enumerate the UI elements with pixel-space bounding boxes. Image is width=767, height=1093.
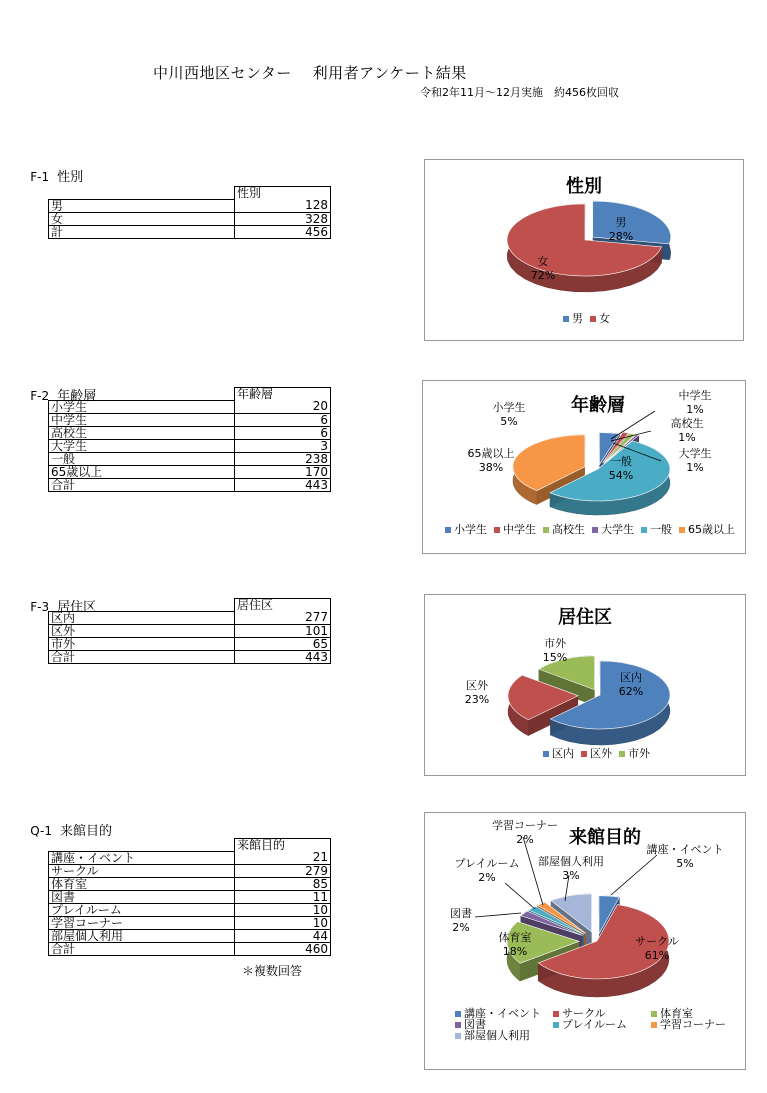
data-label-category: 講座・イベント [646, 843, 724, 856]
age-chart [422, 380, 746, 554]
chart-title: 年齢層 [571, 395, 625, 416]
row-label: 女 [49, 212, 235, 225]
column-header: 性別 [235, 187, 331, 200]
row-value: 456 [235, 225, 331, 238]
legend-label: 体育室 [660, 1007, 693, 1020]
data-label-percent: 23% [464, 693, 490, 706]
legend-swatch [455, 1011, 461, 1017]
legend-swatch [553, 1022, 559, 1028]
row-value: 279 [235, 864, 331, 877]
row-value: 10 [235, 916, 331, 929]
purpose-table [48, 838, 331, 956]
legend-swatch [651, 1011, 657, 1017]
residence-chart [424, 594, 746, 776]
data-label-category: 男 [615, 216, 627, 229]
data-label-percent: 62% [618, 685, 644, 698]
row-value: 65 [235, 637, 331, 650]
legend-label: 区内 [552, 747, 574, 760]
legend-swatch [494, 527, 500, 533]
data-label-category: 部屋個人利用 [538, 855, 604, 868]
row-value: 277 [235, 611, 331, 624]
legend-label: 女 [599, 312, 610, 325]
data-label-percent: 2% [452, 921, 470, 934]
legend-swatch [445, 527, 451, 533]
legend-label: サークル [562, 1007, 606, 1020]
row-value: 460 [235, 942, 331, 955]
row-value: 6 [235, 413, 331, 426]
age-pie-svg [423, 381, 745, 553]
data-label-category: 区内 [620, 671, 642, 684]
legend-swatch [455, 1022, 461, 1028]
legend-label: プレイルーム [562, 1018, 628, 1031]
legend-swatch [581, 751, 587, 757]
row-label: 計 [49, 225, 235, 238]
row-label: 高校生 [49, 426, 235, 439]
purpose-pie-svg [425, 813, 745, 1069]
row-label: 大学生 [49, 439, 235, 452]
row-label: 体育室 [49, 877, 235, 890]
row-label: 区外 [49, 624, 235, 637]
row-label: 男 [49, 199, 235, 212]
data-label-category: 高校生 [670, 417, 704, 430]
data-label-category: 一般 [610, 455, 632, 468]
data-label-category: プレイルーム [454, 857, 520, 870]
data-label-percent: 38% [478, 461, 504, 474]
data-label-category: 体育室 [498, 931, 532, 944]
data-label-percent: 61% [644, 949, 670, 962]
column-header: 居住区 [235, 599, 331, 612]
gender-pie-svg [425, 160, 743, 340]
legend-label: 図書 [464, 1018, 486, 1031]
residence-table [48, 598, 331, 664]
data-label-category: 女 [537, 255, 549, 268]
data-label-category: 学習コーナー [492, 819, 558, 832]
section-code: F-2 [30, 389, 50, 403]
data-label-percent: 15% [542, 651, 568, 664]
legend-swatch [553, 1011, 559, 1017]
age-table [48, 387, 331, 492]
section-title: 性別 [57, 170, 84, 185]
column-header: 年齢層 [235, 388, 331, 401]
leader-line [475, 913, 521, 917]
legend-swatch [641, 527, 647, 533]
purpose-chart [424, 812, 746, 1070]
data-label-category: サークル [635, 935, 679, 948]
data-label-percent: 28% [608, 230, 634, 243]
legend-swatch [455, 1033, 461, 1039]
legend-swatch [651, 1022, 657, 1028]
data-label-category: 市外 [544, 637, 566, 650]
data-label-category: 区外 [466, 679, 488, 692]
section-title: 居住区 [57, 600, 97, 615]
row-label: 図書 [49, 890, 235, 903]
legend-swatch [543, 751, 549, 757]
legend-label: 市外 [628, 747, 650, 760]
row-value: 6 [235, 426, 331, 439]
row-value: 20 [235, 400, 331, 413]
row-value: 11 [235, 890, 331, 903]
row-value: 21 [235, 851, 331, 864]
legend-label: 講座・イベント [464, 1007, 541, 1020]
data-label-category: 図書 [450, 907, 472, 920]
gender-chart [424, 159, 744, 341]
row-value: 238 [235, 452, 331, 465]
data-label-percent: 54% [608, 469, 634, 482]
data-label-percent: 2% [516, 833, 534, 846]
row-label: 一般 [49, 452, 235, 465]
row-value: 3 [235, 439, 331, 452]
data-label-percent: 18% [502, 945, 528, 958]
row-label: サークル [49, 864, 235, 877]
row-label: 部屋個人利用 [49, 929, 235, 942]
legend-swatch [563, 316, 569, 322]
chart-title: 性別 [566, 176, 602, 197]
residence-pie-svg [425, 595, 745, 775]
legend-swatch [543, 527, 549, 533]
row-label: 合計 [49, 478, 235, 491]
data-label-percent: 5% [676, 857, 694, 870]
legend-swatch [679, 527, 685, 533]
page-subtitle: 令和2年11月～12月実施 約456枚回収 [420, 86, 619, 99]
row-value: 85 [235, 877, 331, 890]
chart-title: 来館目的 [569, 827, 641, 848]
data-label-category: 大学生 [678, 447, 712, 460]
legend-label: 学習コーナー [660, 1018, 726, 1031]
row-label: プレイルーム [49, 903, 235, 916]
row-label: 合計 [49, 650, 235, 663]
legend-label: 区外 [590, 747, 612, 760]
gender-table [48, 186, 331, 239]
row-value: 328 [235, 212, 331, 225]
page-title: 中川西地区センター 利用者アンケート結果 [153, 64, 467, 82]
section-label-purpose [22, 805, 112, 839]
legend-label: 部屋個人利用 [464, 1029, 530, 1042]
row-label: 区内 [49, 611, 235, 624]
data-label-category: 65歳以上 [467, 447, 515, 460]
row-value: 128 [235, 199, 331, 212]
section-title: 年齢層 [57, 389, 97, 404]
section-label-gender [22, 151, 83, 185]
legend-label: 65歳以上 [688, 523, 735, 536]
row-label: 講座・イベント [49, 851, 235, 864]
section-code: Q-1 [30, 824, 53, 838]
data-label-percent: 1% [678, 431, 696, 444]
data-label-percent: 5% [500, 415, 518, 428]
row-label: 中学生 [49, 413, 235, 426]
data-label-percent: 72% [530, 269, 556, 282]
legend-label: 男 [572, 312, 583, 325]
data-label-percent: 3% [562, 869, 580, 882]
legend-swatch [619, 751, 625, 757]
section-title: 来館目的 [60, 824, 113, 839]
legend-swatch [592, 527, 598, 533]
row-value: 44 [235, 929, 331, 942]
data-label-category: 中学生 [678, 389, 712, 402]
leader-line [505, 883, 535, 909]
row-value: 10 [235, 903, 331, 916]
column-header: 来館目的 [235, 839, 331, 852]
section-code: F-1 [30, 170, 50, 184]
row-value: 443 [235, 650, 331, 663]
data-label-percent: 1% [686, 403, 704, 416]
row-label: 学習コーナー [49, 916, 235, 929]
row-label: 市外 [49, 637, 235, 650]
legend-label: 大学生 [601, 523, 634, 536]
legend-label: 高校生 [552, 523, 585, 536]
chart-title: 居住区 [558, 607, 612, 628]
leader-line [611, 855, 657, 895]
row-value: 443 [235, 478, 331, 491]
leader-line [523, 837, 543, 905]
data-label-percent: 2% [478, 871, 496, 884]
data-label-percent: 1% [686, 461, 704, 474]
legend-label: 中学生 [503, 523, 536, 536]
legend-label: 小学生 [454, 523, 487, 536]
row-value: 170 [235, 465, 331, 478]
row-label: 65歳以上 [49, 465, 235, 478]
row-label: 小学生 [49, 400, 235, 413]
row-value: 101 [235, 624, 331, 637]
section-code: F-3 [30, 600, 50, 614]
row-label: 合計 [49, 942, 235, 955]
data-label-category: 小学生 [492, 401, 526, 414]
multiple-answer-note: ＊複数回答 [242, 964, 303, 978]
legend-swatch [590, 316, 596, 322]
legend-label: 一般 [650, 523, 672, 536]
